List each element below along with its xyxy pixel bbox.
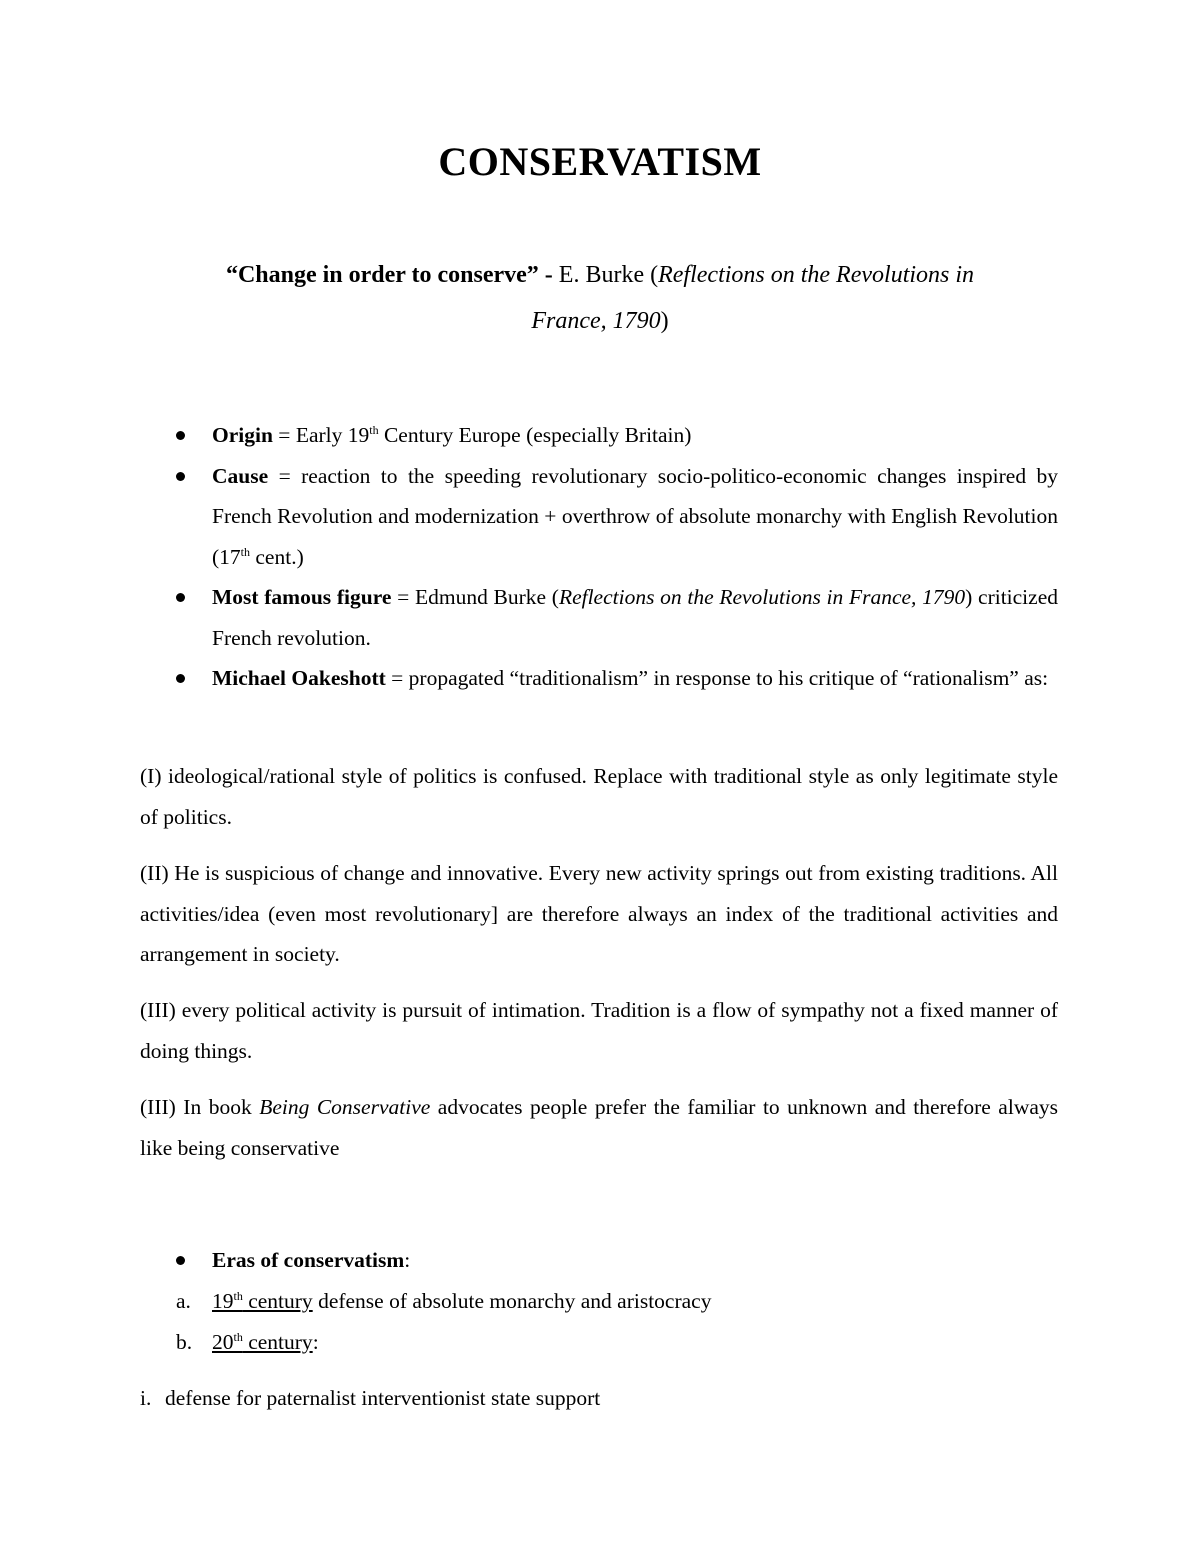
quote-text: “Change in order to conserve” xyxy=(225,262,539,288)
point-3: (III) every political activity is pursuit of intimation. Tradition is a flow of sympathy not a fixed manner of doing things. xyxy=(140,998,1058,1063)
point-1: (I) ideological/rational style of politics is confused. Replace with traditional style as only legitimate style of politics. xyxy=(140,764,1058,829)
fact-text-cont: cent.) xyxy=(250,544,304,569)
point-4-text: (III) In book xyxy=(140,1095,260,1119)
quote-work-title: Reflections on the Revolutions in xyxy=(658,262,975,288)
eras-list xyxy=(140,1240,1058,1281)
fact-origin xyxy=(140,415,1058,456)
point-4-text-cont: advocates people prefer the familiar to unknown and therefore always like being conservative xyxy=(140,1095,1059,1160)
fact-text: Edmund Burke ( xyxy=(414,585,559,609)
fact-text-cont: Century Europe (especially Britain) xyxy=(378,423,692,447)
eras-heading xyxy=(140,1240,1058,1281)
fact-equals: = xyxy=(268,463,302,488)
point-4 xyxy=(140,1087,1058,1168)
fact-cause xyxy=(140,456,1058,578)
fact-text: propagated “traditionalism” in response to his critique of “rationalism” as: xyxy=(408,666,1049,690)
fact-equals: = xyxy=(391,585,415,609)
era-century xyxy=(212,1330,313,1354)
point-2: (II) He is suspicious of change and innovative. Every new activity springs out from existing traditions. All activities/idea (even most revolutionary] are therefore always an index of the traditional activities and arrangement in society. xyxy=(140,861,1058,966)
fact-oakeshott xyxy=(140,658,1058,699)
fact-superscript: th xyxy=(369,423,379,437)
fact-superscript: th xyxy=(240,544,251,559)
quote-dash: - xyxy=(538,262,559,288)
fact-term: Most famous figure xyxy=(212,585,392,609)
point-4-book-title: Being Conservative xyxy=(259,1095,431,1119)
roman-item xyxy=(140,1378,1058,1419)
fact-text: Early 19 xyxy=(295,423,370,447)
era-word: century xyxy=(242,1329,313,1354)
era-text: : xyxy=(312,1329,319,1354)
fact-text: reaction to the speeding revolutionary socio-politico-economic changes inspired by French Revolution and modernization + overthrow of absolute monarchy with English Revolution (17 xyxy=(212,463,1058,569)
quote-open-paren: ( xyxy=(644,262,659,288)
fact-term: Origin xyxy=(212,423,273,447)
epigraph-quote xyxy=(140,252,1060,344)
era-text: defense of absolute monarchy and aristocracy xyxy=(312,1289,712,1313)
eras-heading-text: Eras of conservatism xyxy=(212,1248,405,1272)
list-marker: b. xyxy=(176,1329,193,1354)
list-marker: a. xyxy=(176,1289,191,1313)
era-century xyxy=(212,1289,313,1313)
fact-term: Michael Oakeshott xyxy=(212,666,386,690)
fact-term: Cause xyxy=(212,463,269,488)
fact-equals: = xyxy=(272,423,296,447)
quote-work-title-cont: France, 1790 xyxy=(531,308,661,334)
quote-close-paren: ) xyxy=(660,308,669,334)
list-marker: i. xyxy=(140,1386,152,1410)
fact-work-title: Reflections on the Revolutions in France, 1790 xyxy=(558,585,966,609)
era-superscript: th xyxy=(233,1289,243,1303)
era-word: century xyxy=(242,1289,313,1313)
era-number: 20 xyxy=(212,1329,234,1354)
era-item xyxy=(140,1281,1058,1322)
fact-famous-figure xyxy=(140,577,1058,658)
era-superscript: th xyxy=(233,1329,243,1344)
page-title: CONSERVATISM xyxy=(438,139,762,184)
eras-sublist xyxy=(140,1281,1058,1362)
era-item xyxy=(140,1322,1058,1363)
eras-heading-colon: : xyxy=(404,1248,411,1272)
fact-equals: = xyxy=(385,666,409,690)
facts-list xyxy=(140,415,1058,699)
roman-item-text: defense for paternalist interventionist state support xyxy=(165,1386,601,1410)
quote-author: E. Burke xyxy=(558,262,645,288)
era-number: 19 xyxy=(212,1289,234,1313)
fact-text-cont: ) criticized French revolution. xyxy=(212,585,1058,650)
